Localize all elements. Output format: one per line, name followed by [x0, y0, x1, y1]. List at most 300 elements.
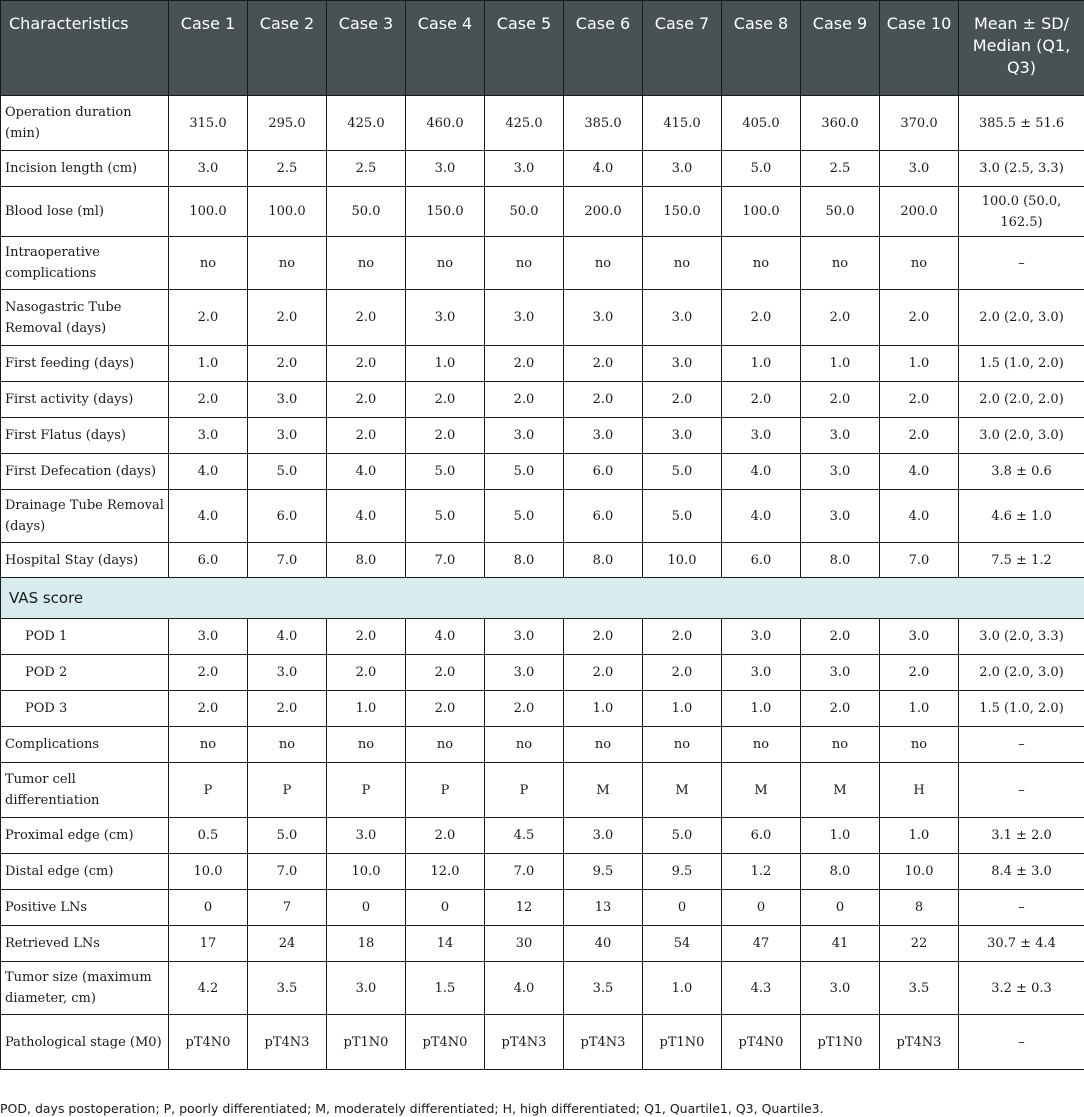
table-cell: pT4N3: [880, 1015, 959, 1070]
table-cell: 3.0: [722, 418, 801, 454]
table-cell: 6.0: [248, 490, 327, 543]
table-cell: P: [327, 763, 406, 818]
table-cell: 2.0: [327, 346, 406, 382]
table-cell: 425.0: [485, 96, 564, 151]
table-body: [1, 96, 1084, 1070]
table-cell: 4.2: [169, 962, 248, 1015]
table-cell: no: [406, 727, 485, 763]
row-label: Distal edge (cm): [1, 854, 169, 890]
table-cell: 3.0: [643, 290, 722, 346]
table-cell: 3.0: [485, 151, 564, 187]
table-cell: no: [801, 727, 880, 763]
table-cell: 10.0: [643, 543, 722, 578]
row-label: Tumor cell differentiation: [1, 763, 169, 818]
summary-cell: 3.2 ± 0.3: [959, 962, 1084, 1015]
row-label: POD 1: [1, 619, 169, 655]
table-cell: 3.0: [564, 418, 643, 454]
summary-cell: 2.0 (2.0, 2.0): [959, 382, 1084, 418]
table-cell: 2.0: [801, 382, 880, 418]
table-cell: 3.0: [801, 454, 880, 490]
table-cell: 3.0: [801, 655, 880, 691]
table-cell: 2.0: [406, 655, 485, 691]
table-cell: no: [248, 727, 327, 763]
table-cell: 3.0: [564, 818, 643, 854]
table-cell: 3.0: [248, 655, 327, 691]
table-cell: H: [880, 763, 959, 818]
row-label: Proximal edge (cm): [1, 818, 169, 854]
table-cell: 100.0: [248, 187, 327, 237]
table-cell: 460.0: [406, 96, 485, 151]
table-cell: 9.5: [643, 854, 722, 890]
summary-cell: 3.0 (2.5, 3.3): [959, 151, 1084, 187]
table-cell: 4.0: [327, 490, 406, 543]
table-cell: no: [722, 237, 801, 290]
table-cell: no: [248, 237, 327, 290]
table-cell: 1.0: [722, 691, 801, 727]
table-cell: 17: [169, 926, 248, 962]
table-cell: 8.0: [327, 543, 406, 578]
table-cell: no: [722, 727, 801, 763]
table-cell: no: [643, 237, 722, 290]
table-cell: 3.0: [643, 151, 722, 187]
table-cell: M: [801, 763, 880, 818]
table-row: [1, 691, 1084, 727]
table-cell: 3.5: [880, 962, 959, 1015]
table-cell: 1.0: [801, 818, 880, 854]
row-label: First activity (days): [1, 382, 169, 418]
row-label: Tumor size (maximum diameter, cm): [1, 962, 169, 1015]
table-cell: 3.0: [327, 962, 406, 1015]
summary-cell: 4.6 ± 1.0: [959, 490, 1084, 543]
table-cell: no: [327, 727, 406, 763]
table-cell: 2.0: [801, 290, 880, 346]
table-cell: 2.0: [327, 655, 406, 691]
table-cell: 3.0: [722, 655, 801, 691]
table-cell: 3.0: [722, 619, 801, 655]
table-cell: 2.0: [327, 382, 406, 418]
row-label: Blood lose (ml): [1, 187, 169, 237]
table-cell: 150.0: [643, 187, 722, 237]
table-cell: 2.0: [169, 290, 248, 346]
table-cell: pT4N0: [722, 1015, 801, 1070]
table-cell: 5.0: [643, 454, 722, 490]
table-cell: 5.0: [248, 454, 327, 490]
table-cell: 1.0: [722, 346, 801, 382]
table-row: [1, 818, 1084, 854]
table-cell: 2.0: [327, 290, 406, 346]
row-label: Positive LNs: [1, 890, 169, 926]
table-cell: pT4N0: [169, 1015, 248, 1070]
table-cell: 2.0: [406, 418, 485, 454]
table-cell: 2.5: [248, 151, 327, 187]
table-row: [1, 619, 1084, 655]
table-cell: no: [169, 237, 248, 290]
table-cell: 5.0: [643, 490, 722, 543]
table-cell: 200.0: [564, 187, 643, 237]
table-cell: 3.0: [169, 151, 248, 187]
table-cell: 6.0: [722, 543, 801, 578]
table-row: [1, 763, 1084, 818]
table-cell: 50.0: [485, 187, 564, 237]
table-cell: 4.5: [485, 818, 564, 854]
summary-cell: –: [959, 763, 1084, 818]
header-case-4: Case 4: [406, 1, 485, 96]
table-cell: 2.0: [880, 382, 959, 418]
table-cell: 2.0: [564, 619, 643, 655]
header-case-6: Case 6: [564, 1, 643, 96]
row-label: First Flatus (days): [1, 418, 169, 454]
table-cell: 4.0: [248, 619, 327, 655]
table-cell: 3.0: [485, 619, 564, 655]
table-cell: no: [643, 727, 722, 763]
table-cell: 360.0: [801, 96, 880, 151]
table-cell: 3.0: [327, 818, 406, 854]
table-cell: 1.5: [406, 962, 485, 1015]
row-label: First feeding (days): [1, 346, 169, 382]
table-cell: 8: [880, 890, 959, 926]
header-case-8: Case 8: [722, 1, 801, 96]
table-cell: 12: [485, 890, 564, 926]
table-cell: 2.0: [327, 418, 406, 454]
section-row-vas: [1, 578, 1084, 619]
table-cell: 2.0: [248, 346, 327, 382]
summary-cell: 3.0 (2.0, 3.3): [959, 619, 1084, 655]
table-cell: 5.0: [722, 151, 801, 187]
table-cell: 3.0: [485, 418, 564, 454]
row-label: Intraoperative complications: [1, 237, 169, 290]
table-cell: 10.0: [327, 854, 406, 890]
table-cell: 1.0: [880, 346, 959, 382]
table-cell: no: [564, 727, 643, 763]
table-cell: 6.0: [564, 490, 643, 543]
table-cell: 2.0: [880, 418, 959, 454]
table-cell: 12.0: [406, 854, 485, 890]
table-cell: 2.0: [722, 290, 801, 346]
table-cell: 405.0: [722, 96, 801, 151]
table-cell: 2.0: [801, 619, 880, 655]
table-cell: 8.0: [485, 543, 564, 578]
table-cell: 2.0: [722, 382, 801, 418]
table-cell: 2.0: [880, 290, 959, 346]
summary-cell: –: [959, 1015, 1084, 1070]
table-cell: 3.0: [564, 290, 643, 346]
table-cell: 295.0: [248, 96, 327, 151]
table-cell: 3.0: [485, 290, 564, 346]
table-cell: 4.3: [722, 962, 801, 1015]
table-cell: 14: [406, 926, 485, 962]
table-cell: 2.0: [169, 691, 248, 727]
table-cell: 370.0: [880, 96, 959, 151]
summary-cell: –: [959, 237, 1084, 290]
table-cell: 5.0: [643, 818, 722, 854]
row-label: Incision length (cm): [1, 151, 169, 187]
table-cell: 3.0: [643, 418, 722, 454]
table-cell: 2.0: [485, 346, 564, 382]
table-cell: 0: [327, 890, 406, 926]
table-cell: P: [485, 763, 564, 818]
table-cell: M: [564, 763, 643, 818]
table-cell: 22: [880, 926, 959, 962]
summary-cell: 385.5 ± 51.6: [959, 96, 1084, 151]
table-cell: 13: [564, 890, 643, 926]
table-cell: pT1N0: [327, 1015, 406, 1070]
table-cell: 2.0: [801, 691, 880, 727]
table-cell: 3.0: [248, 418, 327, 454]
table-cell: 0: [722, 890, 801, 926]
table-cell: 50.0: [327, 187, 406, 237]
table-cell: 50.0: [801, 187, 880, 237]
table-cell: no: [485, 237, 564, 290]
table-cell: 47: [722, 926, 801, 962]
table-row: [1, 543, 1084, 578]
summary-cell: –: [959, 890, 1084, 926]
table-cell: 2.0: [327, 619, 406, 655]
header-characteristics: Characteristics: [1, 1, 169, 96]
table-row: [1, 418, 1084, 454]
table-row: [1, 151, 1084, 187]
table-cell: 2.0: [406, 691, 485, 727]
table-cell: 40: [564, 926, 643, 962]
table-cell: no: [169, 727, 248, 763]
table-cell: M: [643, 763, 722, 818]
row-label: Retrieved LNs: [1, 926, 169, 962]
table-cell: 1.0: [406, 346, 485, 382]
table-cell: 1.0: [643, 962, 722, 1015]
summary-cell: 1.5 (1.0, 2.0): [959, 346, 1084, 382]
row-label: POD 2: [1, 655, 169, 691]
table-row: [1, 655, 1084, 691]
table-cell: no: [564, 237, 643, 290]
table-cell: 54: [643, 926, 722, 962]
table-cell: 4.0: [327, 454, 406, 490]
header-case-9: Case 9: [801, 1, 880, 96]
table-cell: 4.0: [722, 454, 801, 490]
table-cell: 4.0: [880, 490, 959, 543]
table-cell: 6.0: [564, 454, 643, 490]
table-cell: 10.0: [169, 854, 248, 890]
table-cell: 1.0: [169, 346, 248, 382]
table-cell: 0: [643, 890, 722, 926]
table-cell: 100.0: [169, 187, 248, 237]
table-cell: 2.0: [248, 691, 327, 727]
table-cell: 200.0: [880, 187, 959, 237]
header-case-5: Case 5: [485, 1, 564, 96]
table-row: [1, 187, 1084, 237]
table-cell: 4.0: [169, 454, 248, 490]
table-cell: 4.0: [169, 490, 248, 543]
table-cell: no: [801, 237, 880, 290]
table-row: [1, 854, 1084, 890]
table-cell: pT1N0: [643, 1015, 722, 1070]
table-cell: pT4N3: [485, 1015, 564, 1070]
table-cell: 4.0: [722, 490, 801, 543]
summary-cell: 8.4 ± 3.0: [959, 854, 1084, 890]
summary-cell: 3.0 (2.0, 3.0): [959, 418, 1084, 454]
table-row: [1, 926, 1084, 962]
summary-cell: 100.0 (50.0, 162.5): [959, 187, 1084, 237]
header-case-10: Case 10: [880, 1, 959, 96]
table-row: [1, 1015, 1084, 1070]
header-case-1: Case 1: [169, 1, 248, 96]
table-cell: 3.0: [485, 655, 564, 691]
table-cell: 2.0: [248, 290, 327, 346]
table-cell: 1.0: [880, 818, 959, 854]
table-cell: pT4N3: [564, 1015, 643, 1070]
table-cell: M: [722, 763, 801, 818]
table-cell: 5.0: [248, 818, 327, 854]
table-cell: 3.0: [801, 962, 880, 1015]
table-cell: 2.0: [406, 818, 485, 854]
table-cell: 2.0: [169, 382, 248, 418]
table-cell: 3.0: [643, 346, 722, 382]
table-cell: 7.0: [880, 543, 959, 578]
row-label: Operation duration (min): [1, 96, 169, 151]
table-cell: P: [248, 763, 327, 818]
table-cell: 7.0: [248, 854, 327, 890]
header-case-3: Case 3: [327, 1, 406, 96]
table-cell: 2.0: [643, 655, 722, 691]
table-cell: 2.0: [880, 655, 959, 691]
row-label: Nasogastric Tube Removal (days): [1, 290, 169, 346]
table-cell: 2.0: [564, 382, 643, 418]
summary-cell: 30.7 ± 4.4: [959, 926, 1084, 962]
table-row: [1, 490, 1084, 543]
table-row: [1, 382, 1084, 418]
table-cell: no: [880, 237, 959, 290]
table-cell: no: [880, 727, 959, 763]
table-cell: pT4N0: [406, 1015, 485, 1070]
table-cell: 315.0: [169, 96, 248, 151]
table-cell: 4.0: [485, 962, 564, 1015]
table-cell: 3.5: [564, 962, 643, 1015]
table-cell: 4.0: [880, 454, 959, 490]
table-cell: pT1N0: [801, 1015, 880, 1070]
table-cell: 3.0: [406, 290, 485, 346]
table-cell: 100.0: [722, 187, 801, 237]
table-cell: 30: [485, 926, 564, 962]
table-cell: 3.0: [880, 619, 959, 655]
row-label: First Defecation (days): [1, 454, 169, 490]
table-cell: 2.0: [485, 691, 564, 727]
table-cell: 2.0: [564, 655, 643, 691]
summary-cell: 3.8 ± 0.6: [959, 454, 1084, 490]
section-title: VAS score: [1, 578, 1084, 619]
table-cell: 8.0: [801, 854, 880, 890]
table-row: [1, 962, 1084, 1015]
table-header-row: [1, 1, 1084, 96]
table-cell: 24: [248, 926, 327, 962]
table-cell: 2.0: [485, 382, 564, 418]
table-cell: 8.0: [564, 543, 643, 578]
table-cell: 415.0: [643, 96, 722, 151]
table-cell: 1.0: [880, 691, 959, 727]
summary-cell: –: [959, 727, 1084, 763]
table-cell: 2.0: [169, 655, 248, 691]
table-cell: 2.0: [643, 382, 722, 418]
table-cell: 5.0: [485, 454, 564, 490]
table-cell: 3.5: [248, 962, 327, 1015]
table-cell: 3.0: [248, 382, 327, 418]
table-cell: 7: [248, 890, 327, 926]
table-cell: 5.0: [406, 454, 485, 490]
table-cell: P: [169, 763, 248, 818]
summary-cell: 7.5 ± 1.2: [959, 543, 1084, 578]
table-row: [1, 290, 1084, 346]
table-cell: 3.0: [801, 418, 880, 454]
table-cell: 1.0: [564, 691, 643, 727]
row-label: Pathological stage (M0): [1, 1015, 169, 1070]
table-cell: 1.0: [643, 691, 722, 727]
table-cell: 0: [406, 890, 485, 926]
table-cell: 0: [169, 890, 248, 926]
table-row: [1, 727, 1084, 763]
table-cell: 41: [801, 926, 880, 962]
table-cell: 3.0: [801, 490, 880, 543]
table-cell: 2.0: [564, 346, 643, 382]
table-cell: 150.0: [406, 187, 485, 237]
table-cell: 8.0: [801, 543, 880, 578]
table-cell: 18: [327, 926, 406, 962]
table-footnote: POD, days postoperation; P, poorly differentiated; M, moderately differentiated; H, high differentiated; Q1, Quartile1, Q3, Quartile3.: [0, 1101, 824, 1116]
table-cell: 0: [801, 890, 880, 926]
row-label: Drainage Tube Removal (days): [1, 490, 169, 543]
table-row: [1, 890, 1084, 926]
table-cell: 2.0: [643, 619, 722, 655]
table-cell: 2.5: [801, 151, 880, 187]
table-cell: P: [406, 763, 485, 818]
row-label: Complications: [1, 727, 169, 763]
table-cell: 10.0: [880, 854, 959, 890]
table-cell: no: [406, 237, 485, 290]
table-cell: 3.0: [169, 418, 248, 454]
table-cell: pT4N3: [248, 1015, 327, 1070]
table-cell: 4.0: [406, 619, 485, 655]
table-cell: 2.0: [406, 382, 485, 418]
header-case-7: Case 7: [643, 1, 722, 96]
summary-cell: 3.1 ± 2.0: [959, 818, 1084, 854]
table-cell: 6.0: [169, 543, 248, 578]
row-label: Hospital Stay (days): [1, 543, 169, 578]
table-cell: no: [485, 727, 564, 763]
table-cell: 385.0: [564, 96, 643, 151]
table-cell: 5.0: [485, 490, 564, 543]
table-row: [1, 346, 1084, 382]
table-cell: 3.0: [880, 151, 959, 187]
table-cell: 6.0: [722, 818, 801, 854]
table-cell: 3.0: [169, 619, 248, 655]
table-cell: 1.2: [722, 854, 801, 890]
table-cell: 5.0: [406, 490, 485, 543]
table-cell: 2.5: [327, 151, 406, 187]
table-cell: 1.0: [801, 346, 880, 382]
table-cell: 0.5: [169, 818, 248, 854]
table-cell: 3.0: [406, 151, 485, 187]
table-cell: 7.0: [248, 543, 327, 578]
table-cell: no: [327, 237, 406, 290]
table-cell: 4.0: [564, 151, 643, 187]
table-row: [1, 454, 1084, 490]
table-row: [1, 96, 1084, 151]
summary-cell: 1.5 (1.0, 2.0): [959, 691, 1084, 727]
summary-cell: 2.0 (2.0, 3.0): [959, 290, 1084, 346]
header-case-2: Case 2: [248, 1, 327, 96]
table-row: [1, 237, 1084, 290]
table-cell: 425.0: [327, 96, 406, 151]
table-cell: 7.0: [406, 543, 485, 578]
table-cell: 7.0: [485, 854, 564, 890]
table-cell: 9.5: [564, 854, 643, 890]
summary-cell: 2.0 (2.0, 3.0): [959, 655, 1084, 691]
